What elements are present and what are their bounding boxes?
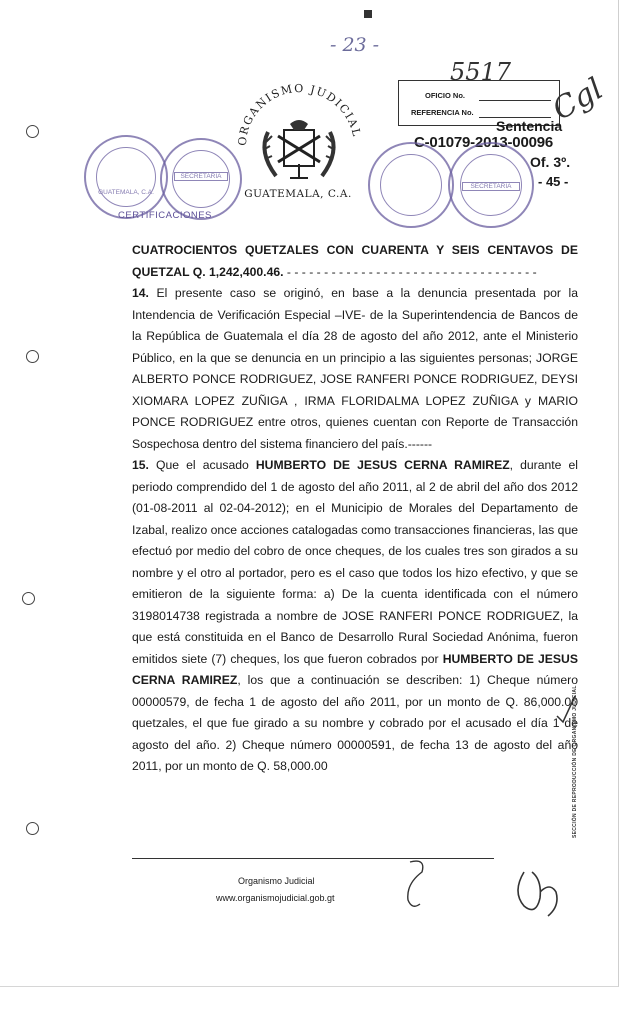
signature-scribble: [396, 856, 436, 912]
organismo-judicial-emblem: [228, 74, 370, 204]
paragraph-15: 15. Que el acusado HUMBERTO DE JESUS CERNA RAMIREZ, durante el periodo comprendido del 1 de agosto del año 2011, al 2 de abril del año dos 2012 (01-08-2011 al 02-04-2012); en el Municipio de Morales del Departamento de Izabal, realizo once acciones catalogadas como transacciones financieras, las que efectuó por medio del cobro de once cheques, de los cuales tres son girados a su nombre y el otro al portador, pero es el caso que todos los hizo efectivo, y que se emitieron de la siguiente forma: a) De la cuenta identificada con el número 3198014738 registrada a nombre de JOSE RANFERI PONCE RODRIGUEZ, la que está constituida en el Banco de Desarrollo Rural Sociedad Anónima, fueron emitidos siete (7) cheques, los que fueron cobrados por HUMBERTO DE JESUS CERNA RAMIREZ, los que a continuación se describen: 1) Cheque número 00000579, de fecha 1 de agosto del año 2011, por un monto de Q. 86,000.00 quetzales, el que fue girado a su nombre y cobrado por el acusado el día 1 de agosto del año. 2) Cheque número 00000591, de fecha 13 de agosto del año 2011, por un monto de Q. 58,000.00: [132, 458, 578, 773]
left-seal-stamp: GUATEMALA, C.A.: [84, 135, 168, 219]
svg-text:ORGANISMO JUDICIAL: ORGANISMO JUDICIAL: [235, 81, 364, 147]
reproduction-section-stamp: SECCIÓN DE REPRODUCCIÓN DE ORGANISMO JUDICIAL: [572, 685, 578, 838]
punch-hole: [22, 592, 35, 605]
certificaciones-label: CERTIFICACIONES: [118, 210, 212, 221]
org-location: GUATEMALA, C.A.: [244, 188, 352, 200]
handwritten-initials: Cgl: [546, 71, 610, 128]
paragraph-14: 14. El presente caso se originó, en base a la denuncia presentada por la Intendencia de Verificación Especial –IVE- de la Superintendencia de Bancos de la República de Guatemala el día 28 de agosto del año 2012, ante el Ministerio Público, en la que se denuncia en un principio a las siguientes personas; JORGE ALBERTO PONCE RODRIGUEZ, JOSE RANFERI PONCE RODRIGUEZ, DEYSI XIOMARA LOPEZ ZUÑIGA , IRMA FLORIDALMA LOPEZ ZUÑIGA y MARIO PONCE RODRIGUEZ entre otros, quienes cuentan con Reporte de Transacción Sospechosa dentro del sistema financiero del país.------: [132, 286, 578, 451]
oficio-reference-box: OFICIO No. REFERENCIA No.: [398, 80, 560, 126]
office-number: Of. 3º.: [530, 154, 571, 170]
handwritten-reference: 5517: [450, 58, 512, 86]
sentencia-label: Sentencia: [496, 118, 563, 134]
footer-url: www.organismojudicial.gob.gt: [216, 893, 335, 903]
punch-hole: [26, 125, 39, 138]
court-seal-stamp: [368, 142, 454, 228]
punch-hole: [26, 350, 39, 363]
case-number: C-01079-2013-00096: [414, 134, 554, 151]
page-number: - 45 -: [538, 174, 569, 189]
footer-divider: [132, 858, 494, 859]
amount-paragraph: CUATROCIENTOS QUETZALES CON CUARENTA Y SEIS CENTAVOS DE QUETZAL Q. 1,242,400.46. - - - - - - - - - - - - - - - - - - - - - - - - - - - - - - - - - -: [132, 243, 578, 279]
footer-org: Organismo Judicial: [238, 876, 315, 886]
handwritten-page-number: - 23 -: [330, 34, 380, 56]
court-secretaria-stamp: SECRETARIA: [448, 142, 534, 228]
signature-initials: [510, 862, 566, 926]
document-body: [132, 240, 578, 778]
checkmark-annotation: [555, 692, 579, 726]
secretaria-stamp: SECRETARIA: [160, 138, 242, 220]
punch-hole: [26, 822, 39, 835]
binding-mark: [364, 10, 372, 18]
